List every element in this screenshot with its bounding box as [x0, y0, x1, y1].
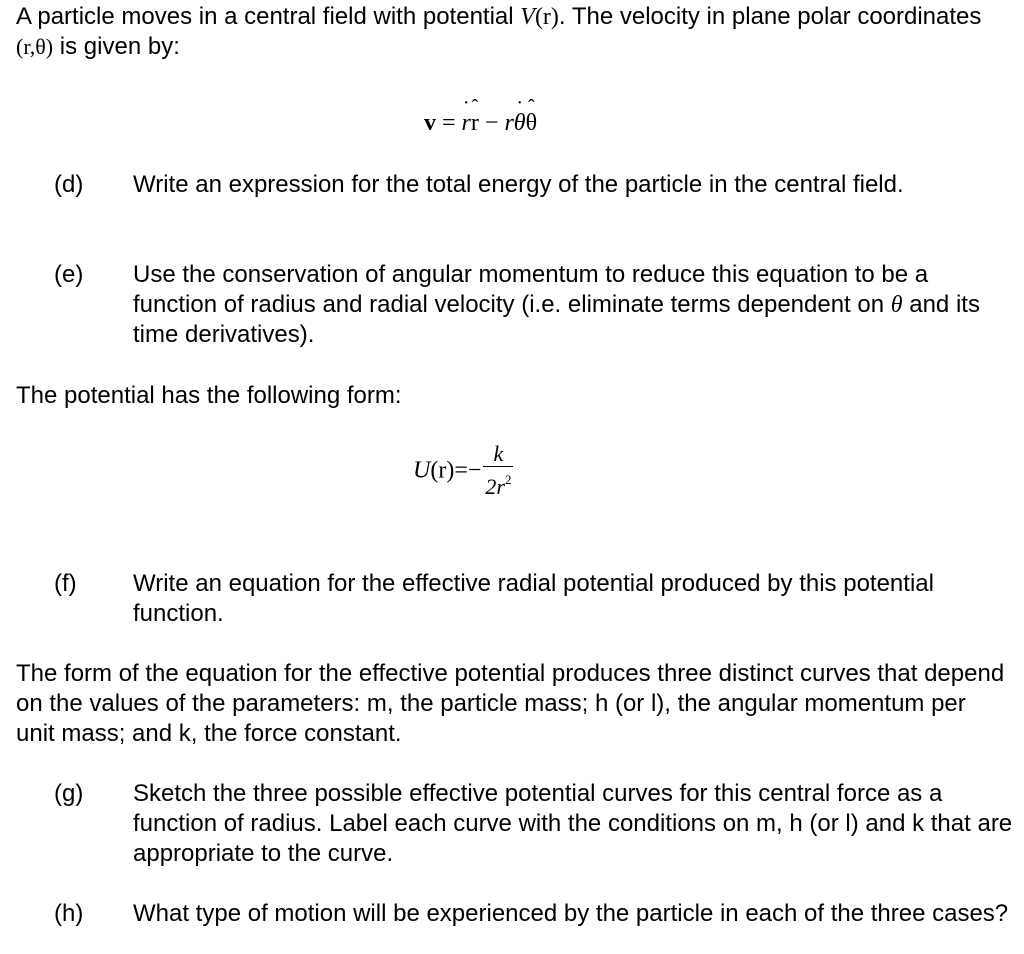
- intro-text-a: A particle moves in a central field with potential: [16, 3, 521, 30]
- question-e-label: (e): [54, 261, 84, 288]
- denominator-exponent: 2: [504, 472, 512, 487]
- intro-text-c: is given by:: [53, 33, 180, 60]
- potential-equation: [413, 442, 513, 500]
- question-f-label: (f): [54, 570, 77, 597]
- effective-potential-paragraph: The form of the equation for the effective potential produces three distinct curves that depend on the values of the parameters: m, the particle mass; h (or l), the angular momentum per unit mass; and k, the force constant.: [16, 660, 1005, 747]
- potential-equals: =−: [454, 457, 482, 484]
- question-e-text-a: Use the conservation of angular momentum to reduce this equation to be a function of radius and radial velocity (i.e. eliminate terms dependent on: [133, 261, 929, 318]
- r-symbol: r: [504, 110, 514, 136]
- velocity-minus: −: [478, 110, 505, 136]
- denominator-base: 2r: [485, 474, 505, 499]
- potential-intro: The potential has the following form:: [16, 382, 402, 409]
- fraction-denominator: [483, 467, 513, 500]
- potential-fraction: [483, 442, 513, 500]
- question-e-text-b: and its time derivatives).: [133, 291, 980, 348]
- question-d-text: Write an expression for the total energy of the particle in the central field.: [133, 171, 904, 198]
- intro-paragraph: [16, 2, 1006, 62]
- r-hat: r ˆ: [471, 110, 479, 137]
- question-d-label: (d): [54, 171, 84, 198]
- potential-lhs: U: [413, 457, 431, 484]
- question-g-label: (g): [54, 780, 84, 807]
- velocity-lhs: v: [424, 110, 436, 136]
- symbol-r-paren: (r): [534, 4, 559, 30]
- question-e-text: [133, 260, 1013, 350]
- coords-symbol: (r,θ): [16, 34, 54, 59]
- fraction-numerator: k: [493, 441, 504, 466]
- question-h-text: What type of motion will be experienced by the particle in each of the three cases?: [133, 900, 1009, 927]
- velocity-equation: [424, 110, 537, 137]
- symbol-V: V: [520, 4, 535, 30]
- question-h-label: (h): [54, 900, 84, 927]
- velocity-equals: =: [436, 110, 462, 136]
- theta-hat: θ ˆ: [526, 110, 538, 137]
- theta-dot: θ ˙: [514, 110, 526, 137]
- potential-arg: (r): [430, 457, 455, 484]
- question-f-text: Write an equation for the effective radial potential produced by this potential function.: [133, 570, 934, 627]
- theta-symbol: θ: [890, 292, 903, 318]
- intro-text-b: . The velocity in plane polar coordinates: [558, 3, 982, 30]
- question-g-text: Sketch the three possible effective potential curves for this central force as a function of radius. Label each curve with the conditions on m, h (or l) and k that are appropriate to the curve.: [133, 780, 1013, 867]
- r-dot: r ˙: [462, 110, 471, 137]
